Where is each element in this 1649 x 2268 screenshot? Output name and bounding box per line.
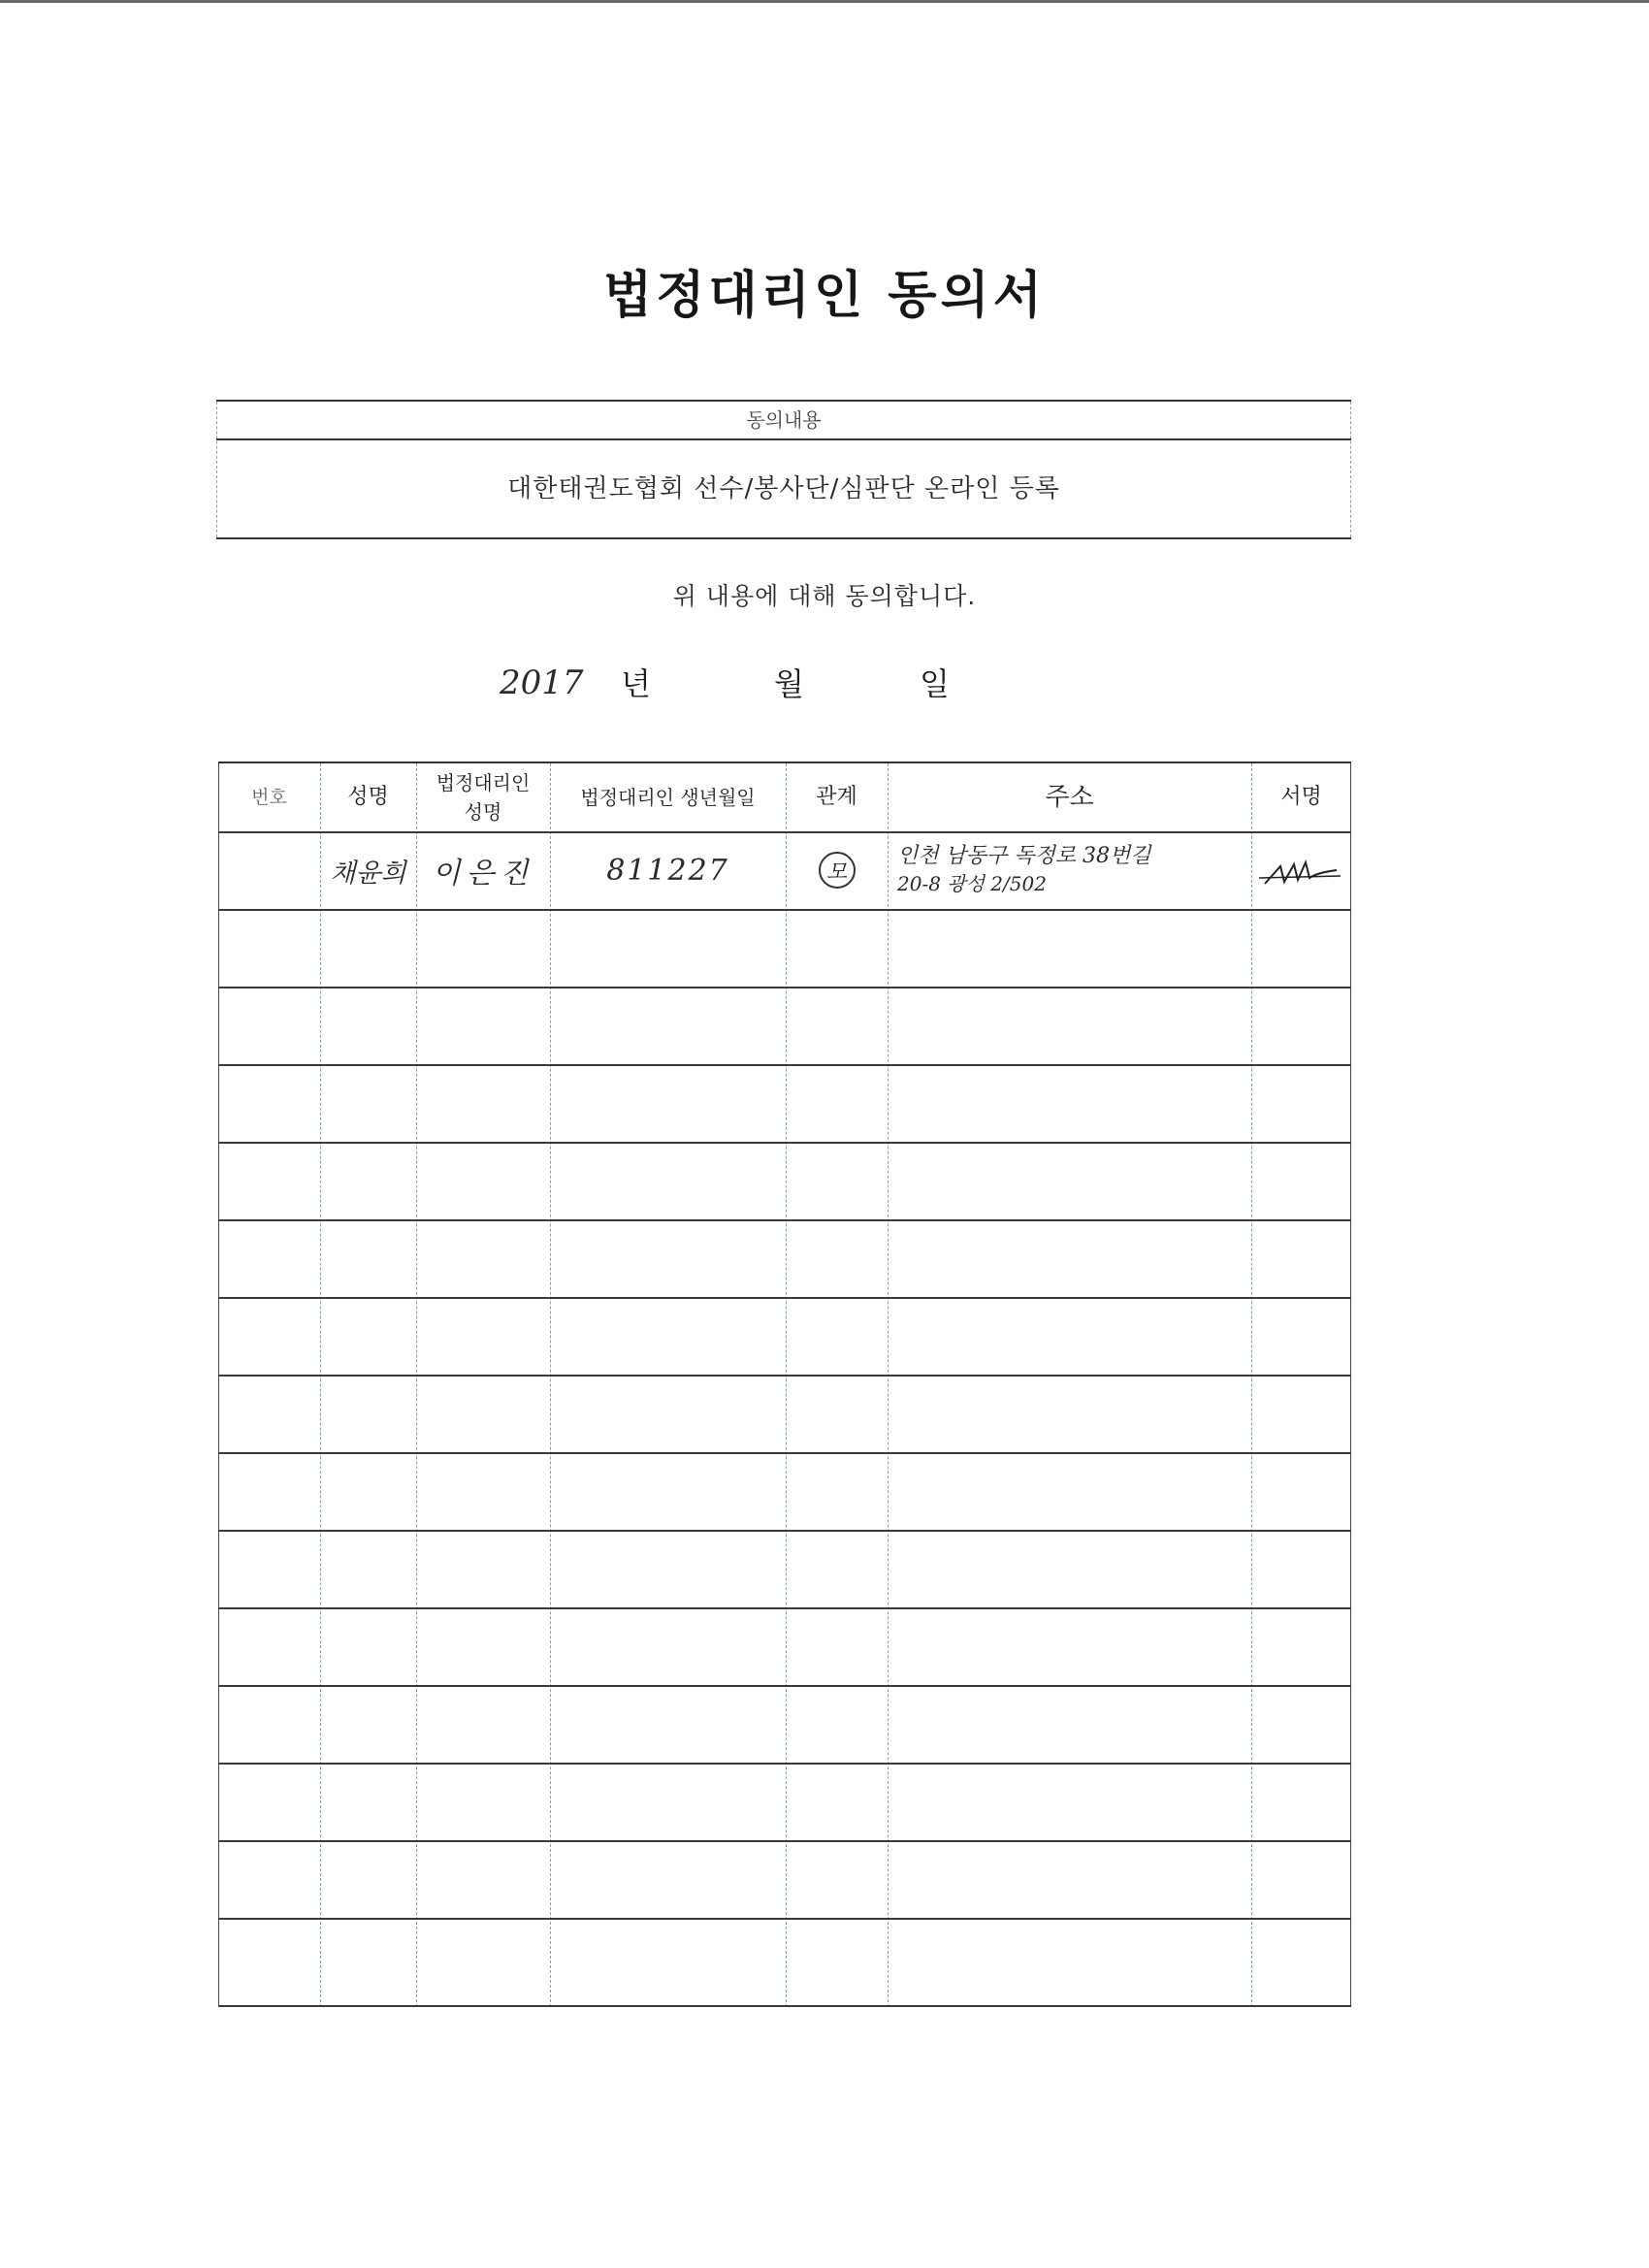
agreement-statement: 위 내용에 대해 동의합니다. — [672, 582, 977, 610]
date-month-label: 월 — [774, 665, 804, 702]
date-year-value: 2017 — [500, 664, 584, 702]
table-row — [218, 1840, 1351, 1842]
row-address-line1: 인천 남동구 독정로 38번길 — [897, 844, 1151, 868]
handwritten-signature — [1251, 841, 1351, 909]
table-column-divider — [786, 763, 787, 2007]
row-address — [897, 831, 1242, 909]
table-column-divider — [550, 763, 551, 2007]
table-column-divider — [416, 763, 417, 2007]
row-relation-cell — [786, 831, 888, 909]
table-row — [218, 1375, 1351, 1377]
consent-content-box — [216, 400, 1351, 539]
table-right-border — [1350, 763, 1351, 2007]
date-year-label: 년 — [621, 665, 651, 702]
row-relation: 모 — [819, 852, 856, 889]
row-guardian-birth: 811227 — [606, 853, 729, 888]
document-title: 법정대리인 동의서 — [603, 267, 1046, 325]
table-row — [218, 1064, 1351, 1066]
table-left-border — [218, 763, 219, 2007]
table-column-divider — [320, 763, 321, 2007]
table-row — [218, 1530, 1351, 1532]
table-row — [218, 987, 1351, 988]
table-column-divider — [888, 763, 889, 2007]
table-row — [218, 1763, 1351, 1765]
header-relation: 관계 — [816, 785, 857, 809]
consent-header: 동의내용 — [216, 402, 1351, 440]
header-address: 주소 — [1045, 783, 1094, 812]
header-number: 번호 — [251, 787, 287, 808]
table-row — [218, 1452, 1351, 1454]
guardian-table — [218, 761, 1351, 2007]
row-guardian-name: 이은진 — [432, 857, 534, 891]
table-row — [218, 1219, 1351, 1221]
header-guardian-birth: 법정대리인 생년월일 — [580, 786, 756, 809]
row-number — [218, 831, 320, 909]
header-signature: 서명 — [1280, 785, 1322, 809]
table-column-divider — [1251, 763, 1252, 2007]
table-row — [218, 1142, 1351, 1144]
table-bottom-border — [218, 2005, 1351, 2007]
header-guardian-name: 법정대리인 성명 — [436, 771, 531, 824]
table-row — [218, 909, 1351, 911]
table-row — [218, 1918, 1351, 1920]
date-day-label: 일 — [920, 665, 950, 702]
table-row — [218, 1685, 1351, 1687]
scan-top-edge — [0, 0, 1649, 3]
header-name: 성명 — [347, 785, 389, 809]
row-name: 채윤희 — [330, 858, 406, 889]
consent-content: 대한태권도협회 선수/봉사단/심판단 온라인 등록 — [507, 474, 1060, 503]
table-row — [218, 1297, 1351, 1299]
row-address-line2: 20-8 광성 2/502 — [897, 872, 1047, 895]
table-row — [218, 1607, 1351, 1609]
